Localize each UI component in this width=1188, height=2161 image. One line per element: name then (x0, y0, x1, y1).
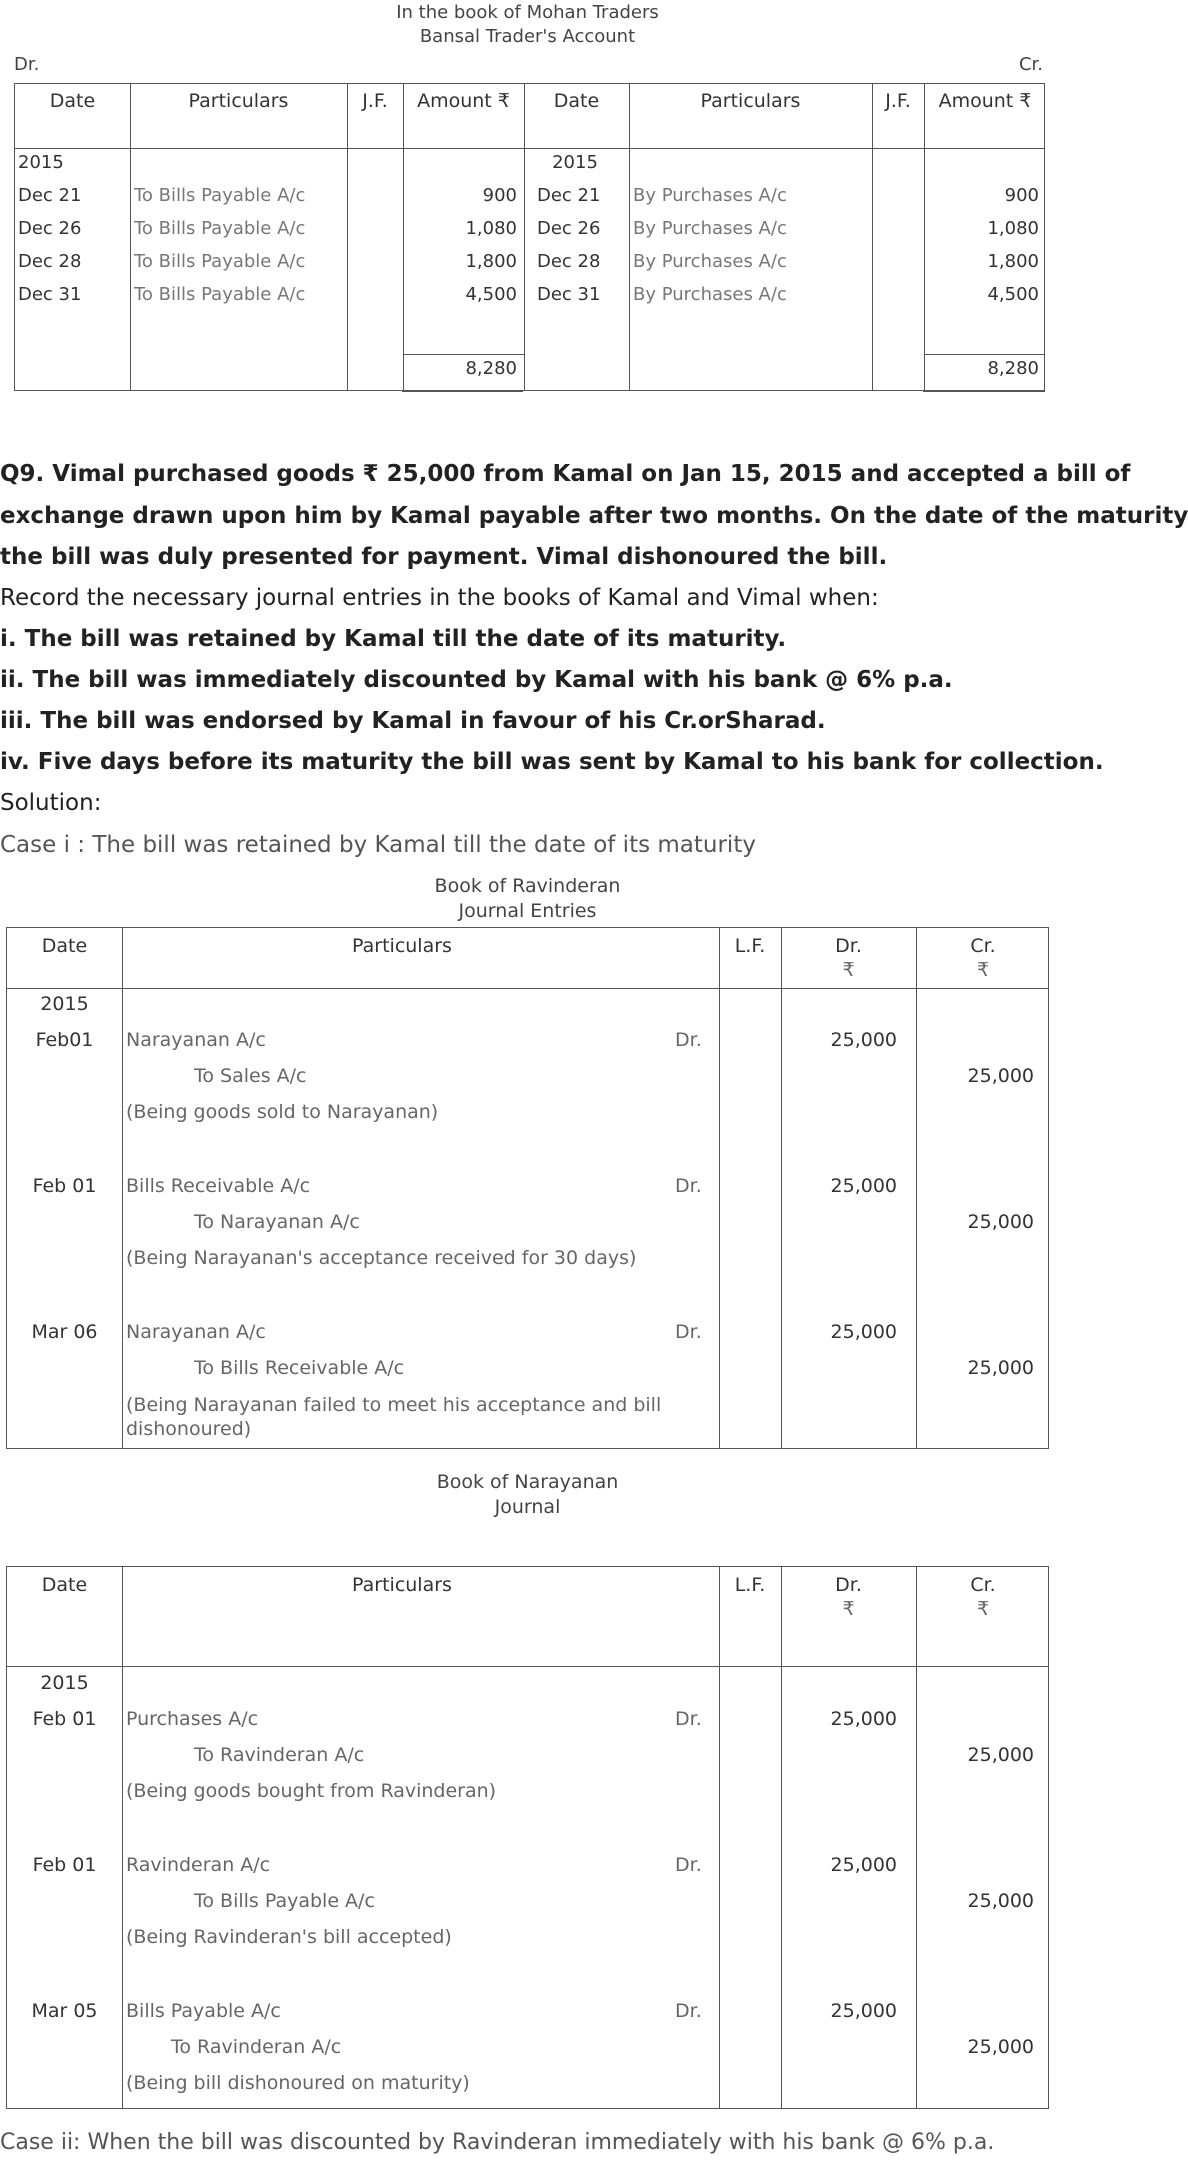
ledger-table (14, 83, 1045, 391)
journal1-dr-marker: Dr. (675, 1175, 702, 1197)
journal2-header-dr-rupee: ₹ (842, 1598, 855, 1620)
ledger-particular-dr: To Bills Payable A/c (134, 251, 306, 272)
journal1-header-cr: Cr. (970, 935, 996, 957)
case-2-title: Case ii: When the bill was discounted by Ravinderan immediately with his bank @ 6% p.a. (0, 2130, 995, 2155)
ledger-total-cr: 8,280 (987, 358, 1039, 379)
journal2-dr-amount: 25,000 (830, 2000, 897, 2022)
question-line: Q9. Vimal purchased goods ₹ 25,000 from Kamal on Jan 15, 2015 and accepted a bill of (0, 461, 1131, 487)
ledger-date-dr: Dec 21 (18, 185, 82, 206)
ledger-heading-2: Bansal Trader's Account (419, 26, 636, 47)
ledger-header-amount-dr: Amount ₹ (417, 90, 510, 112)
journal1-heading-1: Book of Ravinderan (434, 875, 621, 897)
journal1-narration: (Being goods sold to Narayanan) (126, 1101, 439, 1123)
journal2-credit-account: To Bills Payable A/c (194, 1890, 375, 1912)
journal2-debit-account: Bills Payable A/c (126, 2000, 281, 2022)
journal2-narration: (Being goods bought from Ravinderan) (126, 1780, 497, 1802)
journal1-header-cr-rupee: ₹ (976, 959, 990, 981)
ledger-heading-1: In the book of Mohan Traders (396, 2, 659, 23)
journal2-entry-date: Mar 05 (31, 2000, 98, 2022)
journal1-debit-account: Narayanan A/c (126, 1321, 266, 1343)
journal2-header-dr: Dr. (835, 1574, 862, 1596)
journal1-debit-account: Bills Receivable A/c (126, 1175, 311, 1197)
journal2-dr-amount: 25,000 (830, 1854, 897, 1876)
journal2-year: 2015 (40, 1672, 89, 1694)
journal1-narration: (Being Narayanan's acceptance received for 30 days) (126, 1247, 637, 1269)
journal1-cr-amount: 25,000 (967, 1065, 1034, 1087)
journal1-entry-date: Mar 06 (31, 1321, 98, 1343)
journal1-header-lf: L.F. (734, 935, 766, 957)
journal1-header-dr: Dr. (835, 935, 862, 957)
ledger-particular-dr: To Bills Payable A/c (134, 218, 306, 239)
journal2-credit-account: To Ravinderan A/c (194, 1744, 365, 1766)
journal2-header-cr: Cr. (970, 1574, 996, 1596)
case-1-title: Case i : The bill was retained by Kamal till the date of its maturity (0, 832, 756, 858)
ledger-date-dr: Dec 28 (18, 251, 82, 272)
journal1-entry-date: Feb01 (35, 1029, 94, 1051)
journal1-heading-2: Journal Entries (458, 900, 597, 922)
ledger-date-dr: Dec 26 (18, 218, 82, 239)
journal2-dr-marker: Dr. (675, 2000, 702, 2022)
journal1-narration: (Being Narayanan failed to meet his acceptance and bill (126, 1394, 662, 1416)
journal2-debit-account: Ravinderan A/c (126, 1854, 271, 1876)
ledger-date-cr: Dec 21 (537, 185, 601, 206)
ledger-header-date-cr: Date (553, 90, 600, 112)
ledger-amount-dr: 4,500 (465, 284, 517, 305)
journal1-cr-amount: 25,000 (967, 1357, 1034, 1379)
journal2-heading-2: Journal (494, 1496, 561, 1518)
journal2-credit-account: To Ravinderan A/c (171, 2036, 342, 2058)
solution-label: Solution: (0, 790, 102, 816)
journal2-cr-amount: 25,000 (967, 1744, 1034, 1766)
ledger-header-amount-cr: Amount ₹ (938, 90, 1032, 112)
ledger-date-cr: Dec 28 (537, 251, 601, 272)
ledger-date-cr: Dec 31 (537, 284, 601, 305)
journal2-entry-date: Feb 01 (32, 1854, 97, 1876)
journal2-header-particulars: Particulars (352, 1574, 452, 1596)
journal2-cr-amount: 25,000 (967, 1890, 1034, 1912)
ledger-header-date-dr: Date (49, 90, 96, 112)
journal2-narration: (Being bill dishonoured on maturity) (126, 2072, 470, 2094)
journal2-narration: (Being Ravinderan's bill accepted) (126, 1926, 452, 1948)
journal1-table (6, 927, 1049, 1449)
ledger-date-dr: Dec 31 (18, 284, 82, 305)
journal1-year: 2015 (40, 993, 89, 1015)
ledger-amount-dr: 1,800 (465, 251, 517, 272)
question-line: Record the necessary journal entries in the books of Kamal and Vimal when: (0, 585, 879, 611)
ledger-date-cr: Dec 26 (537, 218, 601, 239)
journal2-header-lf: L.F. (734, 1574, 766, 1596)
ledger-particular-cr: By Purchases A/c (633, 185, 787, 206)
journal2-dr-amount: 25,000 (830, 1708, 897, 1730)
journal1-dr-marker: Dr. (675, 1029, 702, 1051)
ledger-particular-dr: To Bills Payable A/c (134, 185, 306, 206)
ledger-amount-dr: 900 (482, 185, 517, 206)
journal2-dr-marker: Dr. (675, 1708, 702, 1730)
ledger-amount-cr: 1,080 (987, 218, 1039, 239)
journal1-debit-account: Narayanan A/c (126, 1029, 266, 1051)
journal1-credit-account: To Narayanan A/c (194, 1211, 360, 1233)
ledger-header-particulars-cr: Particulars (700, 90, 801, 112)
journal1-narration: dishonoured) (126, 1418, 252, 1440)
question-line: iii. The bill was endorsed by Kamal in favour of his Cr.orSharad. (0, 708, 826, 734)
journal2-debit-account: Purchases A/c (126, 1708, 259, 1730)
ledger-header-particulars-dr: Particulars (188, 90, 289, 112)
journal2-header-cr-rupee: ₹ (976, 1598, 990, 1620)
journal1-header-date: Date (41, 935, 88, 957)
question-line: exchange drawn upon him by Kamal payable after two months. On the date of the maturity (0, 503, 1188, 529)
question-line: i. The bill was retained by Kamal till the date of its maturity. (0, 626, 787, 652)
ledger-amount-cr: 4,500 (987, 284, 1039, 305)
journal1-dr-marker: Dr. (675, 1321, 702, 1343)
journal1-credit-account: To Sales A/c (194, 1065, 307, 1087)
ledger-amount-dr: 1,080 (465, 218, 517, 239)
journal1-header-dr-rupee: ₹ (842, 959, 855, 981)
question-line: ii. The bill was immediately discounted by Kamal with his bank @ 6% p.a. (0, 667, 953, 693)
ledger-header-jf-dr: J.F. (362, 90, 388, 112)
question-line: the bill was duly presented for payment. Vimal dishonoured the bill. (0, 544, 888, 570)
ledger-header-jf-cr: J.F. (885, 90, 911, 112)
ledger-particular-cr: By Purchases A/c (633, 251, 787, 272)
journal1-header-particulars: Particulars (352, 935, 452, 957)
journal1-dr-amount: 25,000 (830, 1175, 897, 1197)
ledger-particular-cr: By Purchases A/c (633, 218, 787, 239)
question-line: iv. Five days before its maturity the bill was sent by Kamal to his bank for collection. (0, 749, 1104, 775)
journal1-cr-amount: 25,000 (967, 1211, 1034, 1233)
journal1-entry-date: Feb 01 (32, 1175, 97, 1197)
ledger-year-dr: 2015 (18, 152, 64, 173)
ledger-particular-cr: By Purchases A/c (633, 284, 787, 305)
ledger-total-dr: 8,280 (465, 358, 517, 379)
journal2-entry-date: Feb 01 (32, 1708, 97, 1730)
ledger-amount-cr: 1,800 (987, 251, 1039, 272)
journal2-heading-1: Book of Narayanan (436, 1471, 619, 1493)
journal2-header-date: Date (41, 1574, 88, 1596)
journal2-cr-amount: 25,000 (967, 2036, 1034, 2058)
ledger-dr-label: Dr. (14, 54, 40, 75)
journal1-dr-amount: 25,000 (830, 1321, 897, 1343)
ledger-particular-dr: To Bills Payable A/c (134, 284, 306, 305)
journal1-credit-account: To Bills Receivable A/c (194, 1357, 405, 1379)
ledger-amount-cr: 900 (1004, 185, 1039, 206)
ledger-cr-label: Cr. (1018, 54, 1043, 75)
journal2-table (6, 1566, 1049, 2109)
journal2-dr-marker: Dr. (675, 1854, 702, 1876)
journal1-dr-amount: 25,000 (830, 1029, 897, 1051)
ledger-year-cr: 2015 (552, 152, 598, 173)
